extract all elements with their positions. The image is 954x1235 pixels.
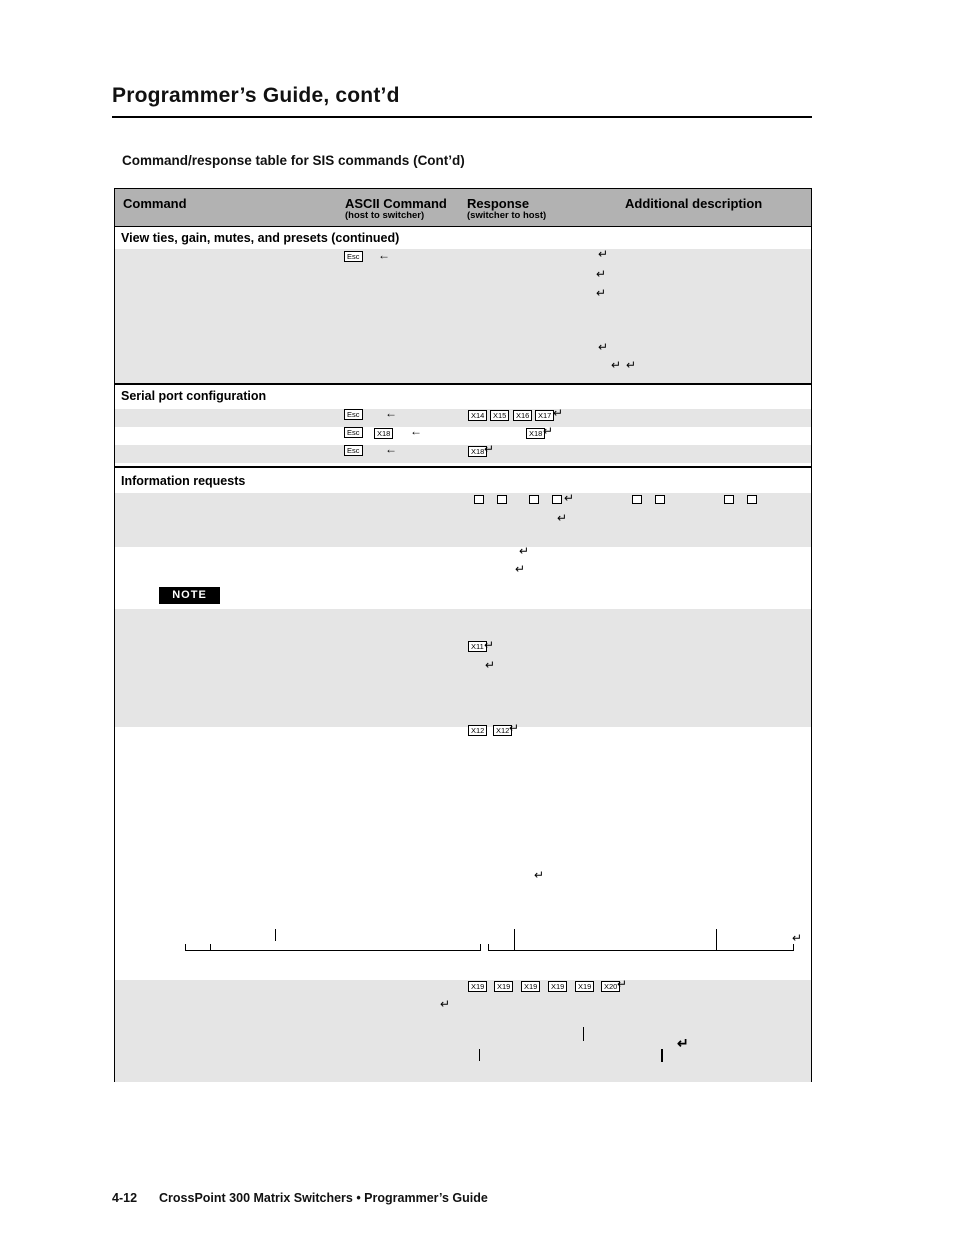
return-symbol: ↵ [515, 562, 526, 576]
table-divider [115, 383, 811, 385]
x17-key: X17 [535, 410, 554, 421]
x19-key: X19 [468, 981, 487, 992]
row-shading [115, 977, 811, 1082]
esc-key: Esc [344, 409, 363, 420]
return-symbol: ↵ [617, 977, 628, 991]
x19-key: X19 [575, 981, 594, 992]
table-divider [115, 466, 811, 468]
return-symbol: ↵ [519, 544, 530, 558]
return-symbol: ↵ [484, 442, 495, 456]
esc-key: Esc [344, 427, 363, 438]
col-header-response: Response [467, 196, 530, 211]
col-header-command: Command [123, 196, 187, 211]
section-info-requests: Information requests [121, 474, 246, 488]
x19-key: X19 [521, 981, 540, 992]
return-symbol: ↵ [485, 658, 496, 672]
title-rule [112, 116, 812, 118]
return-symbol: ↵ [792, 931, 803, 945]
return-symbol: ↵ [564, 491, 575, 505]
x19-key: X19 [494, 981, 513, 992]
return-symbol: ↵ [611, 358, 622, 372]
return-symbol: ↵ [484, 638, 495, 652]
return-symbol: ↵ [543, 424, 554, 438]
col-header-ascii-sub: (host to switcher) [345, 210, 425, 221]
x12-key: X12 [493, 725, 512, 736]
page-footer [112, 1191, 488, 1205]
x20-key: X20 [601, 981, 620, 992]
return-symbol: ↵ [598, 340, 609, 354]
left-arrow-icon: ← [378, 248, 390, 262]
row-shading [115, 249, 811, 383]
return-symbol: ↵ [557, 511, 568, 525]
page-title: Programmer’s Guide, cont’d [112, 84, 400, 107]
esc-key: Esc [344, 251, 363, 262]
col-header-ascii: ASCII Command [345, 196, 447, 211]
return-symbol: ↵ [598, 247, 609, 261]
return-symbol: ↵ [509, 721, 520, 735]
col-header-response-sub: (switcher to host) [467, 210, 547, 221]
row-shading [115, 406, 811, 427]
section-view-ties: View ties, gain, mutes, and presets (continued) [121, 231, 400, 245]
return-symbol: ↵ [677, 1035, 689, 1051]
x18-key: X18 [526, 428, 545, 439]
x16-key: X16 [513, 410, 532, 421]
x19-key: X19 [548, 981, 567, 992]
left-arrow-icon: ← [385, 442, 397, 456]
sis-command-table [114, 188, 812, 1082]
x18-key: X18 [468, 446, 487, 457]
col-header-additional: Additional description [625, 196, 763, 211]
return-symbol: ↵ [553, 406, 564, 420]
row-shading [115, 493, 811, 547]
section-serial-port: Serial port configuration [121, 389, 267, 403]
footer-page-number: 4-12 [112, 1191, 138, 1205]
return-symbol: ↵ [596, 267, 607, 281]
x14-key: X14 [468, 410, 487, 421]
row-shading [115, 609, 811, 727]
note-badge: NOTE [159, 587, 220, 604]
return-symbol: ↵ [440, 997, 451, 1011]
footer-text: CrossPoint 300 Matrix Switchers • Programmer’s Guide [159, 1191, 488, 1205]
row-shading [115, 442, 811, 463]
x18-key: X18 [374, 428, 393, 439]
return-symbol: ↵ [534, 868, 545, 882]
return-symbol: ↵ [626, 358, 637, 372]
x15-key: X15 [490, 410, 509, 421]
x12-key: X12 [468, 725, 487, 736]
left-arrow-icon: ← [410, 424, 422, 438]
return-symbol: ↵ [596, 286, 607, 300]
left-arrow-icon: ← [385, 406, 397, 420]
table-title: Command/response table for SIS commands (Cont’d) [122, 153, 465, 168]
x11-key: X11 [468, 641, 487, 652]
esc-key: Esc [344, 445, 363, 456]
